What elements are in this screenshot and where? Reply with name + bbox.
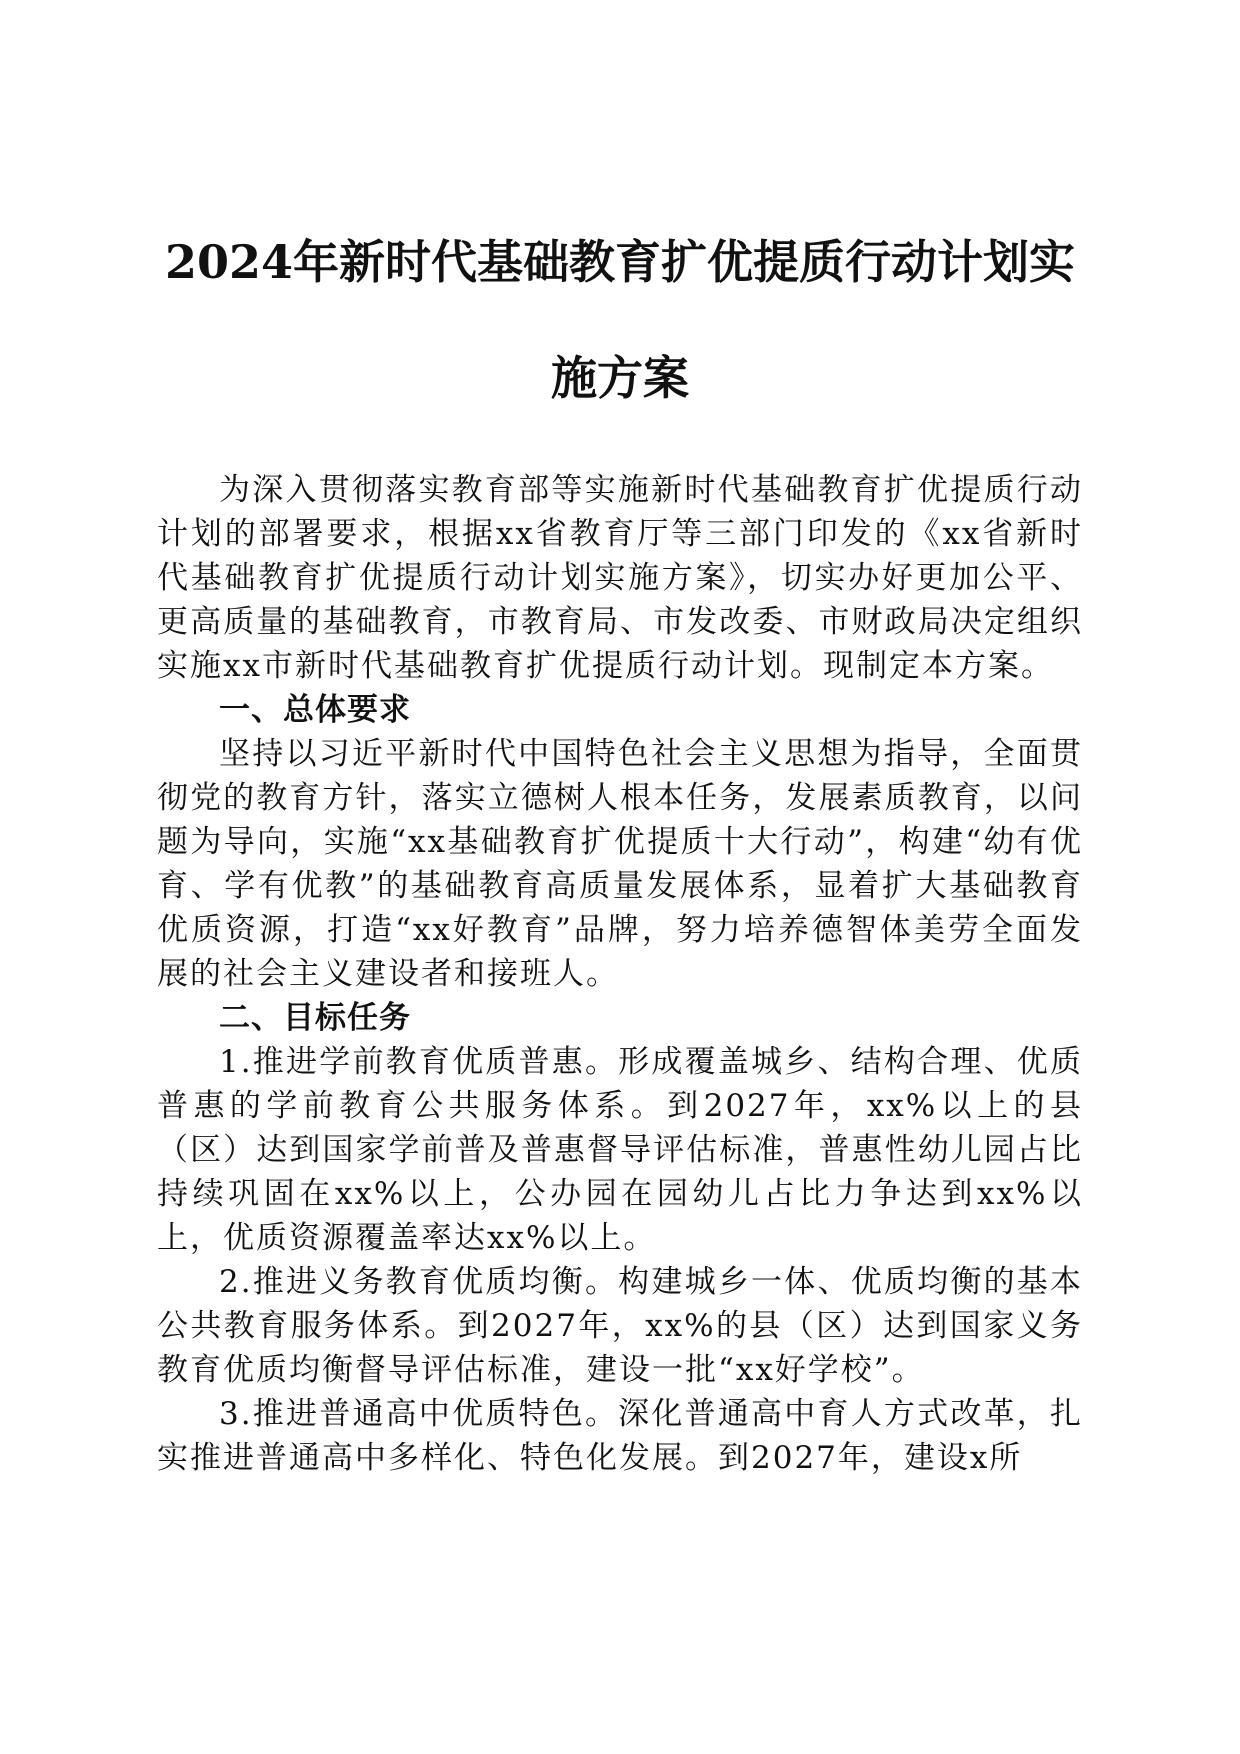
section-heading-goals-tasks: 二、目标任务: [219, 1000, 411, 1036]
document-body: [157, 468, 1083, 1480]
document-title-line-2: 施方案: [551, 351, 689, 405]
paragraph-general-requirements: 坚持以习近平新时代中国特色社会主义思想为指导，全面贯彻党的教育方针，落实立德树人根本任务，发展素质教育，以问题为导向，实施“xx基础教育扩优提质十大行动”，构建“幼有优育、学有优教”的基础教育高质量发展体系，显着扩大基础教育优质资源，打造“xx好教育”品牌，努力培养德智体美劳全面发展的社会主义建设者和接班人。: [157, 736, 1083, 992]
paragraph-goal-preschool: 1.推进学前教育优质普惠。形成覆盖城乡、结构合理、优质普惠的学前教育公共服务体系。到2027年，xx%以上的县（区）达到国家学前普及普惠督导评估标准，普惠性幼儿园占比持续巩固在xx%以上，公办园在园幼儿占比力争达到xx%以上，优质资源覆盖率达xx%以上。: [157, 1044, 1083, 1256]
paragraph-intro: 为深入贯彻落实教育部等实施新时代基础教育扩优提质行动计划的部署要求，根据xx省教育厅等三部门印发的《xx省新时代基础教育扩优提质行动计划实施方案》，切实办好更加公平、更高质量的基础教育，市教育局、市发改委、市财政局决定组织实施xx市新时代基础教育扩优提质行动计划。现制定本方案。: [157, 472, 1083, 684]
paragraph-goal-highschool: 3.推进普通高中优质特色。深化普通高中育人方式改革，扎实推进普通高中多样化、特色化发展。到2027年，建设x所: [157, 1396, 1083, 1476]
section-heading-general-requirements: 一、总体要求: [219, 692, 411, 728]
document-title-line-1: 2024年新时代基础教育扩优提质行动计划实: [164, 235, 1076, 289]
paragraph-goal-compulsory: 2.推进义务教育优质均衡。构建城乡一体、优质均衡的基本公共教育服务体系。到2027年，xx%的县（区）达到国家义务教育优质均衡督导评估标准，建设一批“xx好学校”。: [157, 1264, 1083, 1388]
